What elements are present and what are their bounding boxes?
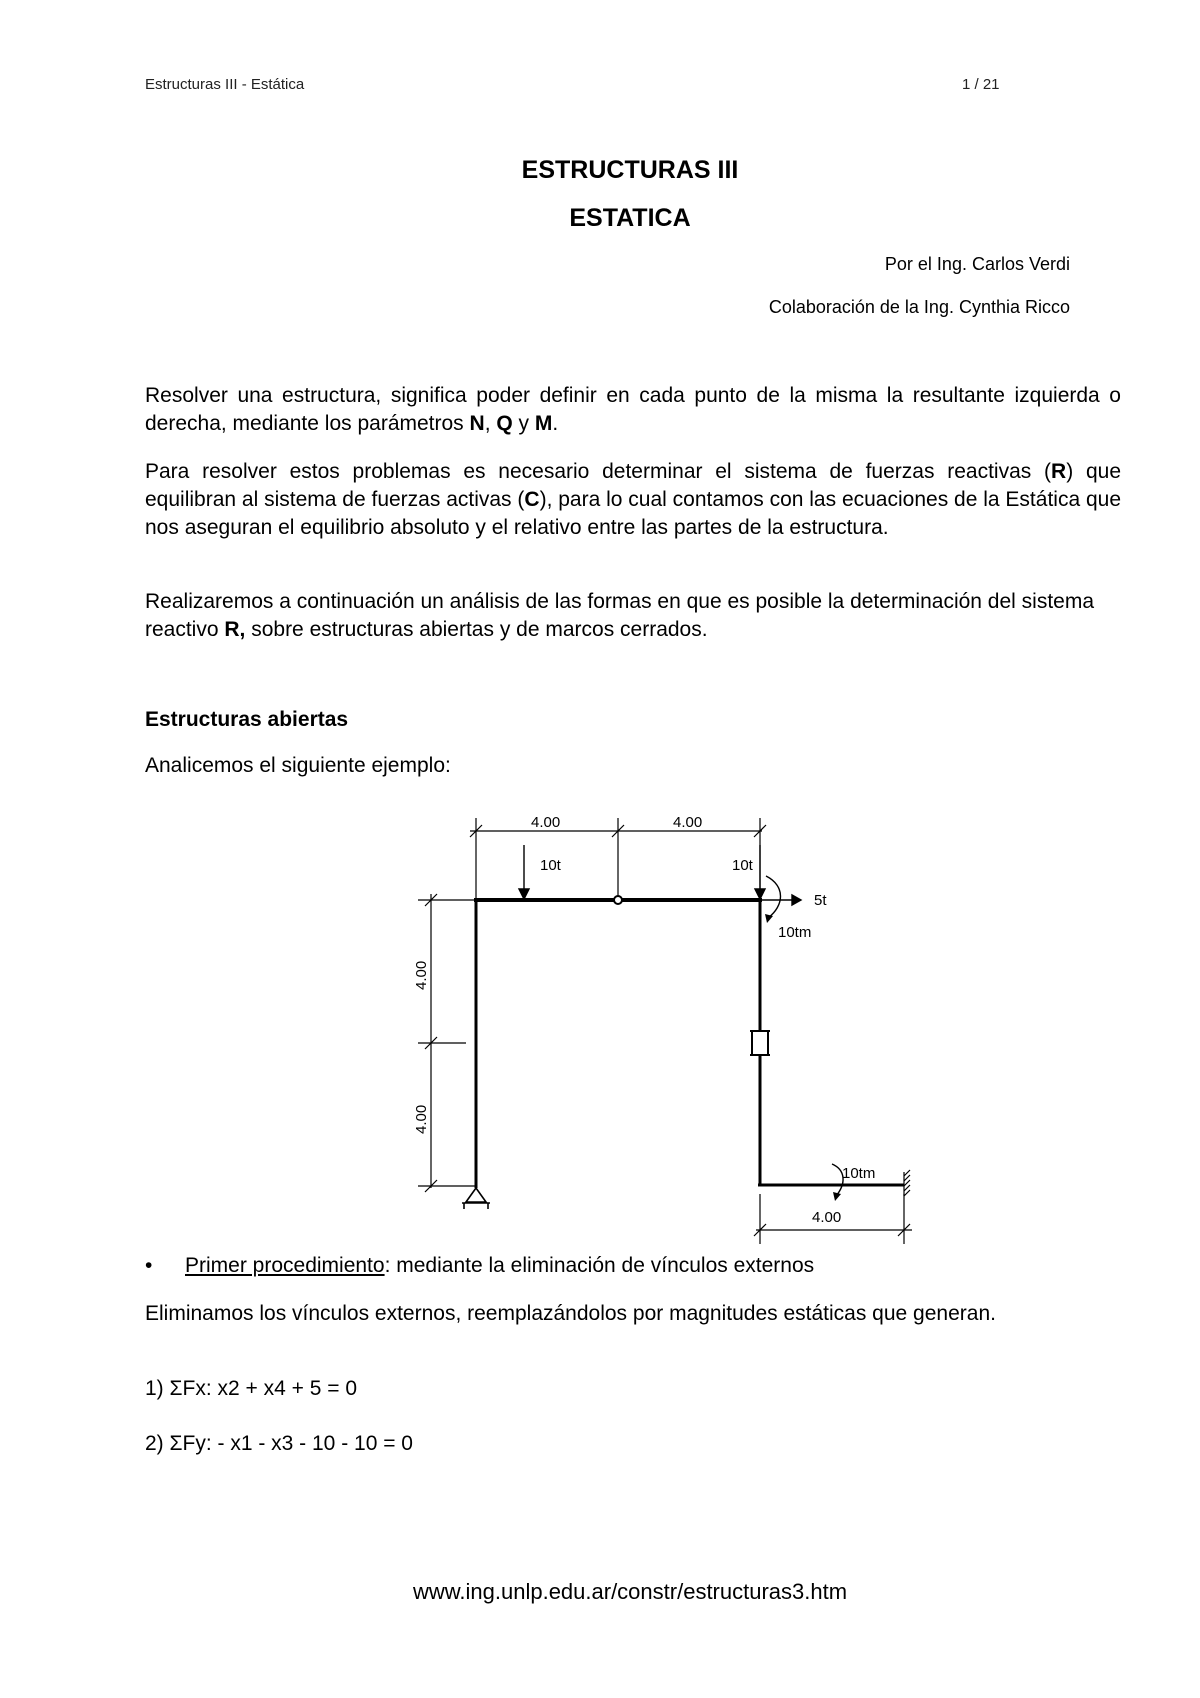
dim-label-top-right: 4.00 [673, 814, 703, 831]
sliding-joint [750, 1031, 770, 1055]
pin-support [462, 1188, 490, 1209]
load-arrow-horizontal [762, 895, 801, 905]
paragraph-intro: Resolver una estructura, significa poder definir en cada punto de la misma la resultante izquierda o derecha, mediante los parámetros N, Q y M. [145, 384, 1121, 435]
document-subtitle: ESTATICA [569, 204, 691, 232]
equation-2: 2) ΣFy: - x1 - x3 - 10 - 10 = 0 [145, 1432, 413, 1455]
paragraph-reactive-forces: Para resolver estos problemas es necesario determinar el sistema de fuerzas reactivas (R) que equilibran al sistema de fuerzas activas (C), para lo cual contamos con las ecuaciones de la Estática que nos aseguran el equilibrio absoluto y el relativo entre las partes de la estructura. [145, 460, 1122, 539]
collaborator-line: Colaboración de la Ing. Cynthia Ricco [768, 297, 1070, 317]
procedure-title: Primer procedimiento [185, 1254, 385, 1277]
load-label-right: 10t [732, 857, 753, 874]
paragraph-analysis: Realizaremos a continuación un análisis de las formas en que es posible la determinación del sistema reactivo R, sobre estructuras abiertas y de marcos cerrados. [145, 590, 1095, 641]
footer-url[interactable]: www.ing.unlp.edu.ar/constr/estructuras3.htm [412, 1579, 848, 1604]
moment-arc-top [766, 876, 781, 918]
equation-1: 1) ΣFx: x2 + x4 + 5 = 0 [145, 1377, 357, 1400]
moment-label-top: 10tm [778, 924, 812, 941]
moment-label-bottom: 10tm [842, 1165, 876, 1182]
fixed-support [904, 1170, 910, 1196]
dim-label-left-top: 4.00 [413, 960, 430, 990]
page-number: 1 / 21 [962, 76, 1000, 93]
example-intro: Analicemos el siguiente ejemplo: [145, 754, 451, 777]
load-label-left: 10t [540, 857, 561, 874]
procedure-bullet: • Primer procedimiento: mediante la eliminación de vínculos externos [145, 1254, 815, 1277]
bullet-icon: • [145, 1254, 153, 1277]
hinge [614, 896, 622, 904]
load-arrow-right [755, 845, 765, 899]
dim-label-bottom: 4.00 [812, 1209, 842, 1226]
dimension-lines [418, 818, 912, 1244]
section-heading: Estructuras abiertas [145, 708, 349, 731]
author-line: Por el Ing. Carlos Verdi [884, 254, 1070, 274]
dim-label-top-left: 4.00 [531, 814, 561, 831]
dim-label-left-bottom: 4.00 [413, 1104, 430, 1134]
frame-members [474, 898, 904, 1188]
document-title: ESTRUCTURAS III [521, 156, 739, 184]
paragraph-procedure: Eliminamos los vínculos externos, reemplazándolos por magnitudes estáticas que generan. [145, 1302, 996, 1325]
running-header-title: Estructuras III - Estática [145, 76, 305, 93]
load-label-horizontal: 5t [814, 892, 827, 909]
load-arrow-left [519, 845, 529, 899]
